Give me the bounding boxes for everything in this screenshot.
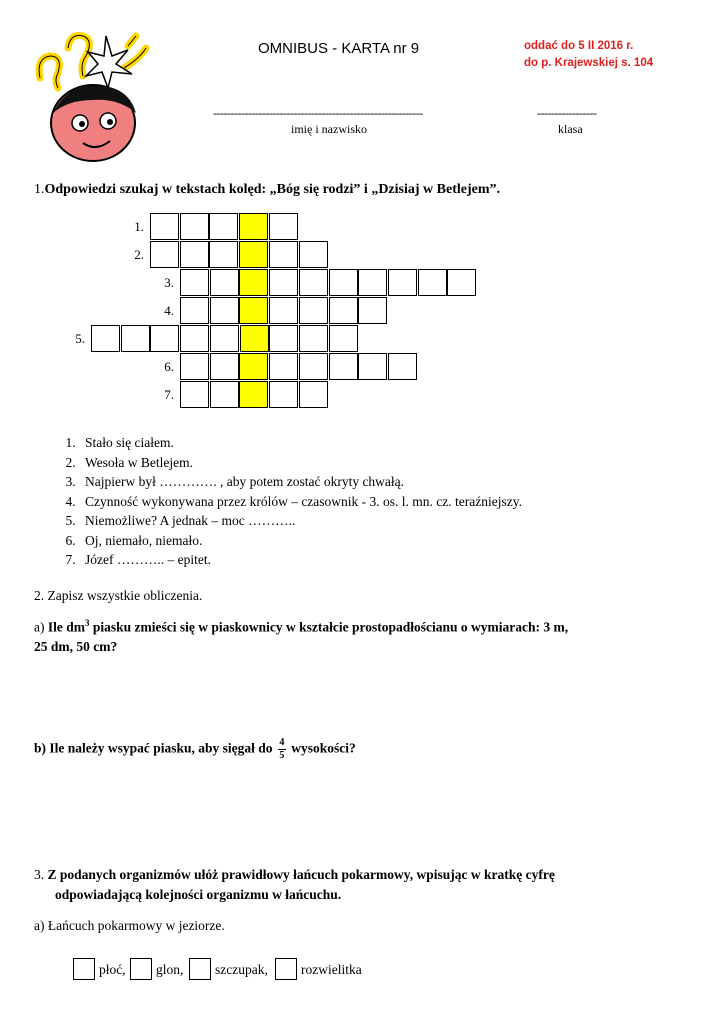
item-ploc: płoć, <box>99 962 126 977</box>
crossword-cell[interactable] <box>180 241 209 268</box>
crossword-cell[interactable] <box>299 353 328 380</box>
crossword-cell[interactable] <box>180 381 209 408</box>
crossword-cell[interactable] <box>388 269 417 296</box>
crossword-cell[interactable] <box>239 297 268 324</box>
answer-box-ploc[interactable] <box>73 958 95 980</box>
crossword-cell[interactable] <box>299 269 328 296</box>
crossword-row-number: 4. <box>164 303 174 318</box>
name-line[interactable]: ------------------------------------------------------------ <box>213 106 423 120</box>
task2a-question: a) Ile $dm^3$ piasku zmieści się w piaskownicy w kształcie prostopadłościanu o wymiarach: 3 m, <box>34 618 569 635</box>
due-teacher: do p. Krajewskiej s. 104 <box>524 57 654 69</box>
crossword-cell[interactable] <box>180 297 209 324</box>
crossword-cell[interactable] <box>180 353 209 380</box>
clue-list <box>42 433 522 570</box>
mascot-logo <box>28 28 173 168</box>
crossword-cell[interactable] <box>269 297 298 324</box>
answer-box-szczupak[interactable] <box>189 958 211 980</box>
task1-heading: 1.Odpowiedzi szukaj w tekstach kolęd: „Bóg się rodzi” i „Dzisiaj w Betlejem”. <box>34 182 500 197</box>
class-line[interactable]: ----------------- <box>537 106 597 120</box>
crossword-cell[interactable] <box>358 269 387 296</box>
task2-intro: 2. Zapisz wszystkie obliczenia. <box>34 588 203 603</box>
item-szczupak: szczupak, <box>215 962 268 977</box>
crossword-cell[interactable] <box>239 213 268 240</box>
fraction: $\frac{4}{5}$ <box>279 737 285 761</box>
crossword-cell[interactable] <box>210 269 239 296</box>
task3a-label: a) Łańcuch pokarmowy w jeziorze. <box>34 918 225 933</box>
task3-heading: 3. Z podanych organizmów ułóż prawidłowy łańcuch pokarmowy, wpisując w kratkę cyfrę <box>34 867 555 882</box>
task2a-question-cont: 25 dm, 50 cm? <box>34 639 118 654</box>
crossword-cell[interactable] <box>210 381 239 408</box>
crossword-row-number: 1. <box>134 219 144 234</box>
clue-item: 6. Oj, niemało, niemało. <box>79 531 522 551</box>
crossword-cell[interactable] <box>121 325 150 352</box>
task2b-question: b) Ile należy wsypać piasku, aby sięgał do $\frac{4}{5}$ wysokości? <box>34 737 356 761</box>
crossword-cell[interactable] <box>299 241 328 268</box>
item-glon: glon, <box>156 962 184 977</box>
clue-item: 7. Józef ……….. – epitet. <box>79 550 522 570</box>
crossword-cell[interactable] <box>447 269 476 296</box>
crossword-row-number: 6. <box>164 359 174 374</box>
crossword-cell[interactable] <box>180 325 209 352</box>
crossword-cell[interactable] <box>240 325 269 352</box>
crossword-cell[interactable] <box>418 269 447 296</box>
due-date: oddać do 5 II 2016 r. <box>524 40 634 52</box>
crossword-cell[interactable] <box>91 325 120 352</box>
crossword-cell[interactable] <box>269 269 298 296</box>
crossword-cell[interactable] <box>329 269 358 296</box>
crossword-cell[interactable] <box>150 241 179 268</box>
task3-heading-cont: odpowiadającą kolejności organizmu w łańcuchu. <box>55 887 342 902</box>
crossword-cell[interactable] <box>358 297 387 324</box>
crossword-cell[interactable] <box>329 325 358 352</box>
crossword-cell[interactable] <box>299 325 328 352</box>
crossword-row-number: 2. <box>134 247 144 262</box>
crossword-cell[interactable] <box>299 381 328 408</box>
crossword-cell[interactable] <box>210 325 239 352</box>
clue-item: 3. Najpierw był …………. , aby potem zostać okryty chwałą. <box>79 472 522 492</box>
crossword-cell[interactable] <box>209 241 238 268</box>
crossword-cell[interactable] <box>269 241 298 268</box>
crossword-cell[interactable] <box>150 213 179 240</box>
crossword-cell[interactable] <box>358 353 387 380</box>
crossword-cell[interactable] <box>210 353 239 380</box>
clue-item: 5. Niemożliwe? A jednak – moc ……….. <box>79 511 522 531</box>
page-title: OMNIBUS - KARTA nr 9 <box>258 40 420 57</box>
crossword-cell[interactable] <box>269 325 298 352</box>
answer-box-rozwielitka[interactable] <box>275 958 297 980</box>
crossword-cell[interactable] <box>269 213 298 240</box>
item-rozwielitka: rozwielitka <box>301 962 362 977</box>
crossword-cell[interactable] <box>209 213 238 240</box>
crossword-cell[interactable] <box>269 353 298 380</box>
clue-item: 1. Stało się ciałem. <box>79 433 522 453</box>
crossword-cell[interactable] <box>388 353 417 380</box>
crossword-cell[interactable] <box>150 325 179 352</box>
crossword-cell[interactable] <box>210 297 239 324</box>
crossword-cell[interactable] <box>239 241 268 268</box>
crossword-cell[interactable] <box>329 353 358 380</box>
answer-box-glon[interactable] <box>130 958 152 980</box>
clue-item: 4. Czynność wykonywana przez królów – czasownik - 3. os. l. mn. cz. teraźniejszy. <box>79 492 522 512</box>
name-label: imię i nazwisko <box>291 122 367 136</box>
crossword-cell[interactable] <box>239 353 268 380</box>
clue-item: 2. Wesoła w Betlejem. <box>79 453 522 473</box>
crossword-cell[interactable] <box>239 381 268 408</box>
crossword-row-number: 7. <box>164 387 174 402</box>
crossword-cell[interactable] <box>299 297 328 324</box>
crossword-cell[interactable] <box>239 269 268 296</box>
crossword-cell[interactable] <box>180 213 209 240</box>
class-label: klasa <box>558 122 583 136</box>
crossword-cell[interactable] <box>180 269 209 296</box>
crossword-cell[interactable] <box>329 297 358 324</box>
crossword-row-number: 5. <box>75 331 85 346</box>
crossword-cell[interactable] <box>269 381 298 408</box>
crossword-row-number: 3. <box>164 275 174 290</box>
